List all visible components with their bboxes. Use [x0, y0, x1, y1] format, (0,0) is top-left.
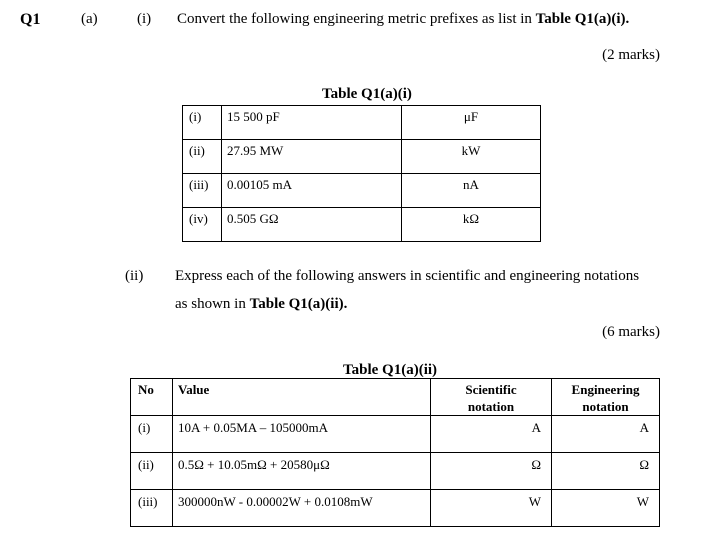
subquestion-2-table-ref: Table Q1(a)(ii).	[249, 296, 348, 312]
table-1-cell-value: 27.95 MW	[222, 140, 402, 174]
header-engineering-line1: Engineering	[571, 382, 640, 397]
table-2-caption: Table Q1(a)(ii)	[343, 362, 438, 378]
table-row	[183, 140, 541, 174]
header-scientific	[431, 379, 552, 416]
table-2-cell-value: 10A + 0.05MA – 105000mA	[173, 416, 431, 453]
table-1-cell-value: 15 500 pF	[222, 106, 402, 140]
table-1-cell-num: (ii)	[183, 140, 222, 174]
table-2-cell-num: (iii)	[131, 490, 173, 527]
table-2	[130, 378, 660, 527]
table-2-cell-engineering: W	[552, 490, 660, 527]
subquestion-1-label: (i)	[137, 11, 152, 27]
subquestion-1-text-plain: Convert the following engineering metric prefixes as list in	[177, 11, 536, 27]
header-engineering-line2: notation	[582, 399, 629, 414]
table-1-cell-num: (iii)	[183, 174, 222, 208]
subquestion-2-text-line2	[175, 296, 347, 313]
question-number: Q1	[20, 11, 41, 28]
table-2-cell-scientific: W	[431, 490, 552, 527]
table-2-cell-scientific: Ω	[431, 453, 552, 490]
table-1-cell-target: kΩ	[402, 208, 541, 242]
table-row	[131, 453, 660, 490]
table-2-cell-value: 300000nW - 0.00002W + 0.0108mW	[173, 490, 431, 527]
table-1-cell-value: 0.00105 mA	[222, 174, 402, 208]
table-2-cell-value: 0.5Ω + 10.05mΩ + 20580μΩ	[173, 453, 431, 490]
subquestion-1-text	[177, 11, 629, 28]
table-2-cell-engineering: A	[552, 416, 660, 453]
table-header-row	[131, 379, 660, 416]
header-value: Value	[173, 379, 431, 416]
table-2-cell-scientific: A	[431, 416, 552, 453]
subquestion-2-marks: (6 marks)	[602, 324, 660, 340]
table-1-cell-num: (i)	[183, 106, 222, 140]
table-1	[182, 105, 541, 242]
header-no: No	[131, 379, 173, 416]
table-row	[131, 416, 660, 453]
subquestion-2-text-line1: Express each of the following answers in scientific and engineering notations	[175, 268, 640, 284]
table-1-cell-value: 0.505 GΩ	[222, 208, 402, 242]
table-row	[183, 174, 541, 208]
table-1-cell-num: (iv)	[183, 208, 222, 242]
table-1-caption: Table Q1(a)(i)	[322, 86, 412, 102]
header-engineering	[552, 379, 660, 416]
table-2-cell-num: (i)	[131, 416, 173, 453]
header-scientific-line2: notation	[467, 399, 515, 414]
header-scientific-line1: Scientific	[465, 382, 517, 397]
question-part: (a)	[81, 11, 98, 27]
subquestion-2-label: (ii)	[125, 268, 144, 284]
table-2-cell-engineering: Ω	[552, 453, 660, 490]
subquestion-1-table-ref: Table Q1(a)(i).	[535, 11, 630, 27]
table-2-cell-num: (ii)	[131, 453, 173, 490]
table-1-cell-target: nA	[402, 174, 541, 208]
subquestion-1-marks: (2 marks)	[602, 47, 660, 63]
table-1-cell-target: μF	[402, 106, 541, 140]
subquestion-2-text-plain: as shown in	[175, 296, 250, 312]
table-row	[183, 208, 541, 242]
table-row	[183, 106, 541, 140]
table-row	[131, 490, 660, 527]
table-1-cell-target: kW	[402, 140, 541, 174]
